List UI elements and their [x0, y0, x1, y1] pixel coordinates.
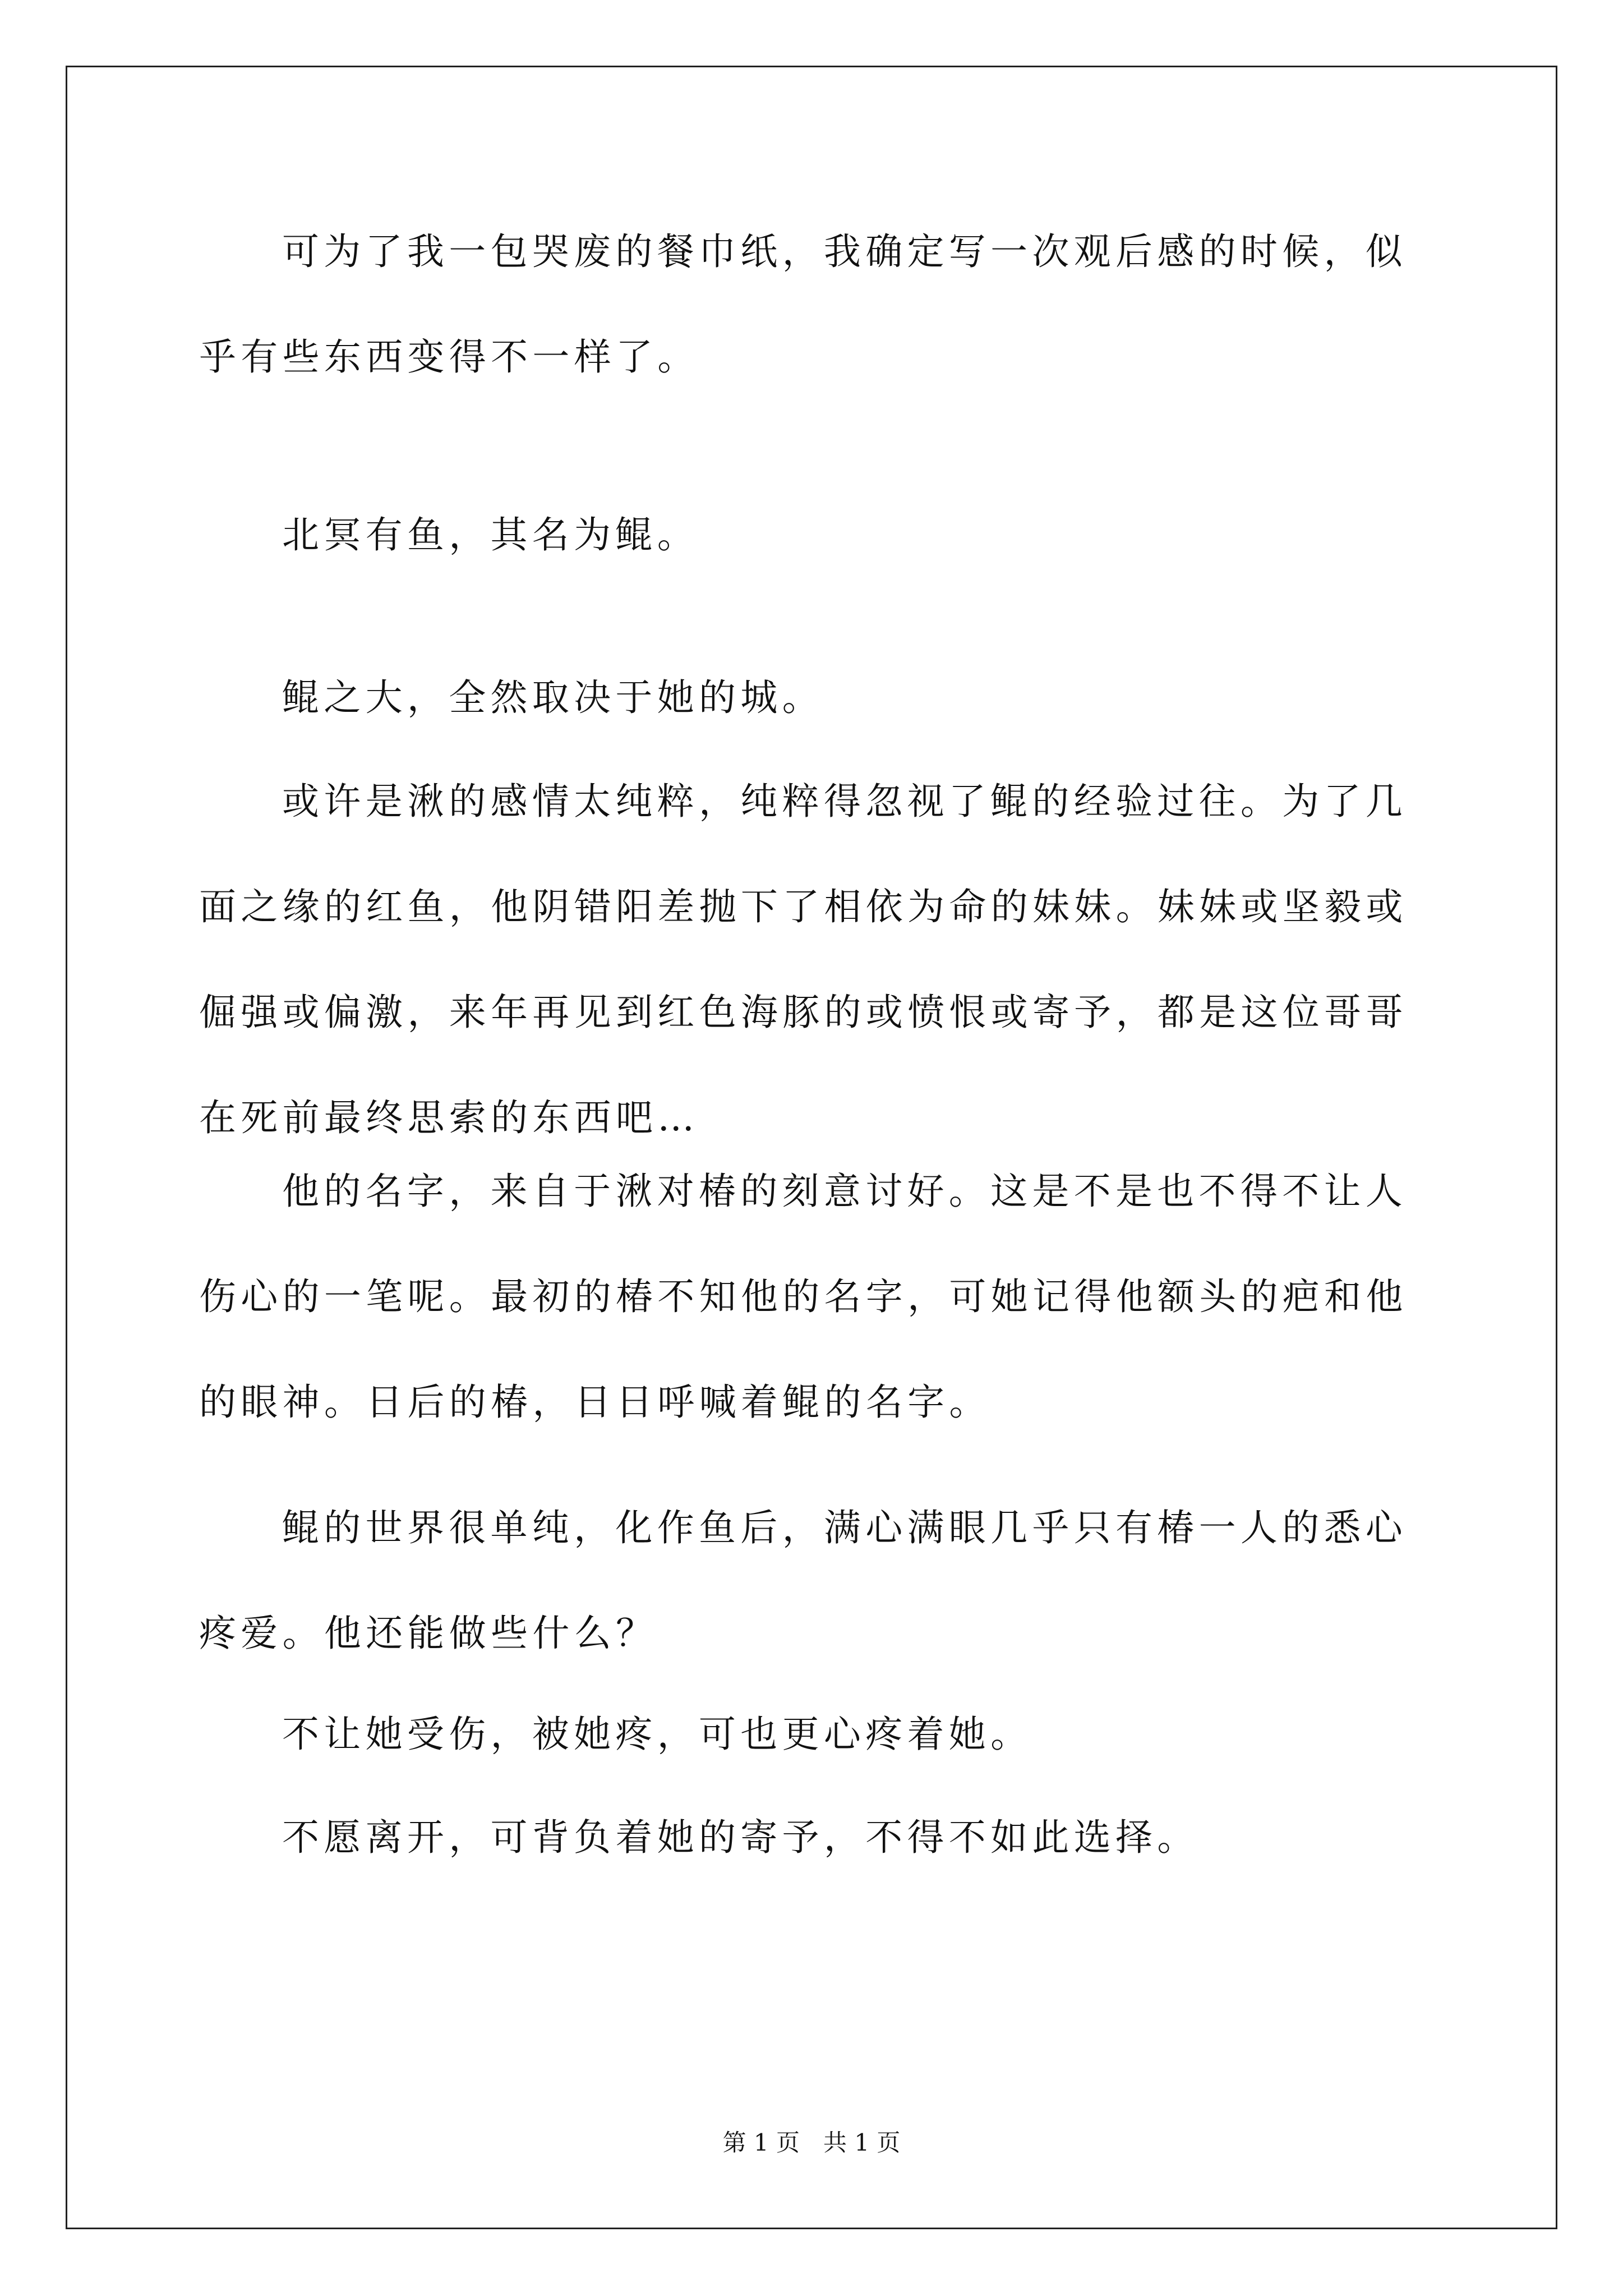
- paragraph-3: 鲲之大，全然取决于她的城。: [282, 676, 824, 719]
- page-footer: 第 1 页 共 1 页: [722, 2129, 901, 2156]
- paragraph-8: 不愿离开，可背负着她的寄予，不得不如此选择。: [282, 1816, 1199, 1859]
- paragraph-4: 或许是湫的感情太纯粹，纯粹得忽视了鲲的经验过往。为了几面之缘的红鱼，他阴错阳差抛下了相依为命的妹妹。妹妹或坚毅或倔强或偏激，来年再见到红色海豚的或愤恨或寄予，都是这位哥哥在死前最终思索的东西吧…: [199, 780, 1408, 1139]
- paragraph-6: 鲲的世界很单纯，化作鱼后，满心满眼几乎只有椿一人的悉心疼爱。他还能做些什么？: [199, 1506, 1408, 1655]
- paragraph-2: 北冥有鱼，其名为鲲。: [282, 513, 699, 556]
- paragraph-1: 可为了我一包哭废的餐巾纸，我确定写一次观后感的时候，似乎有些东西变得不一样了。: [199, 230, 1408, 379]
- paragraph-7: 不让她受伤，被她疼，可也更心疼着她。: [282, 1713, 1032, 1756]
- paragraph-5: 他的名字，来自于湫对椿的刻意讨好。这是不是也不得不让人伤心的一笔呢。最初的椿不知他的名字，可她记得他额头的疤和他的眼神。日后的椿，日日呼喊着鲲的名字。: [199, 1170, 1408, 1424]
